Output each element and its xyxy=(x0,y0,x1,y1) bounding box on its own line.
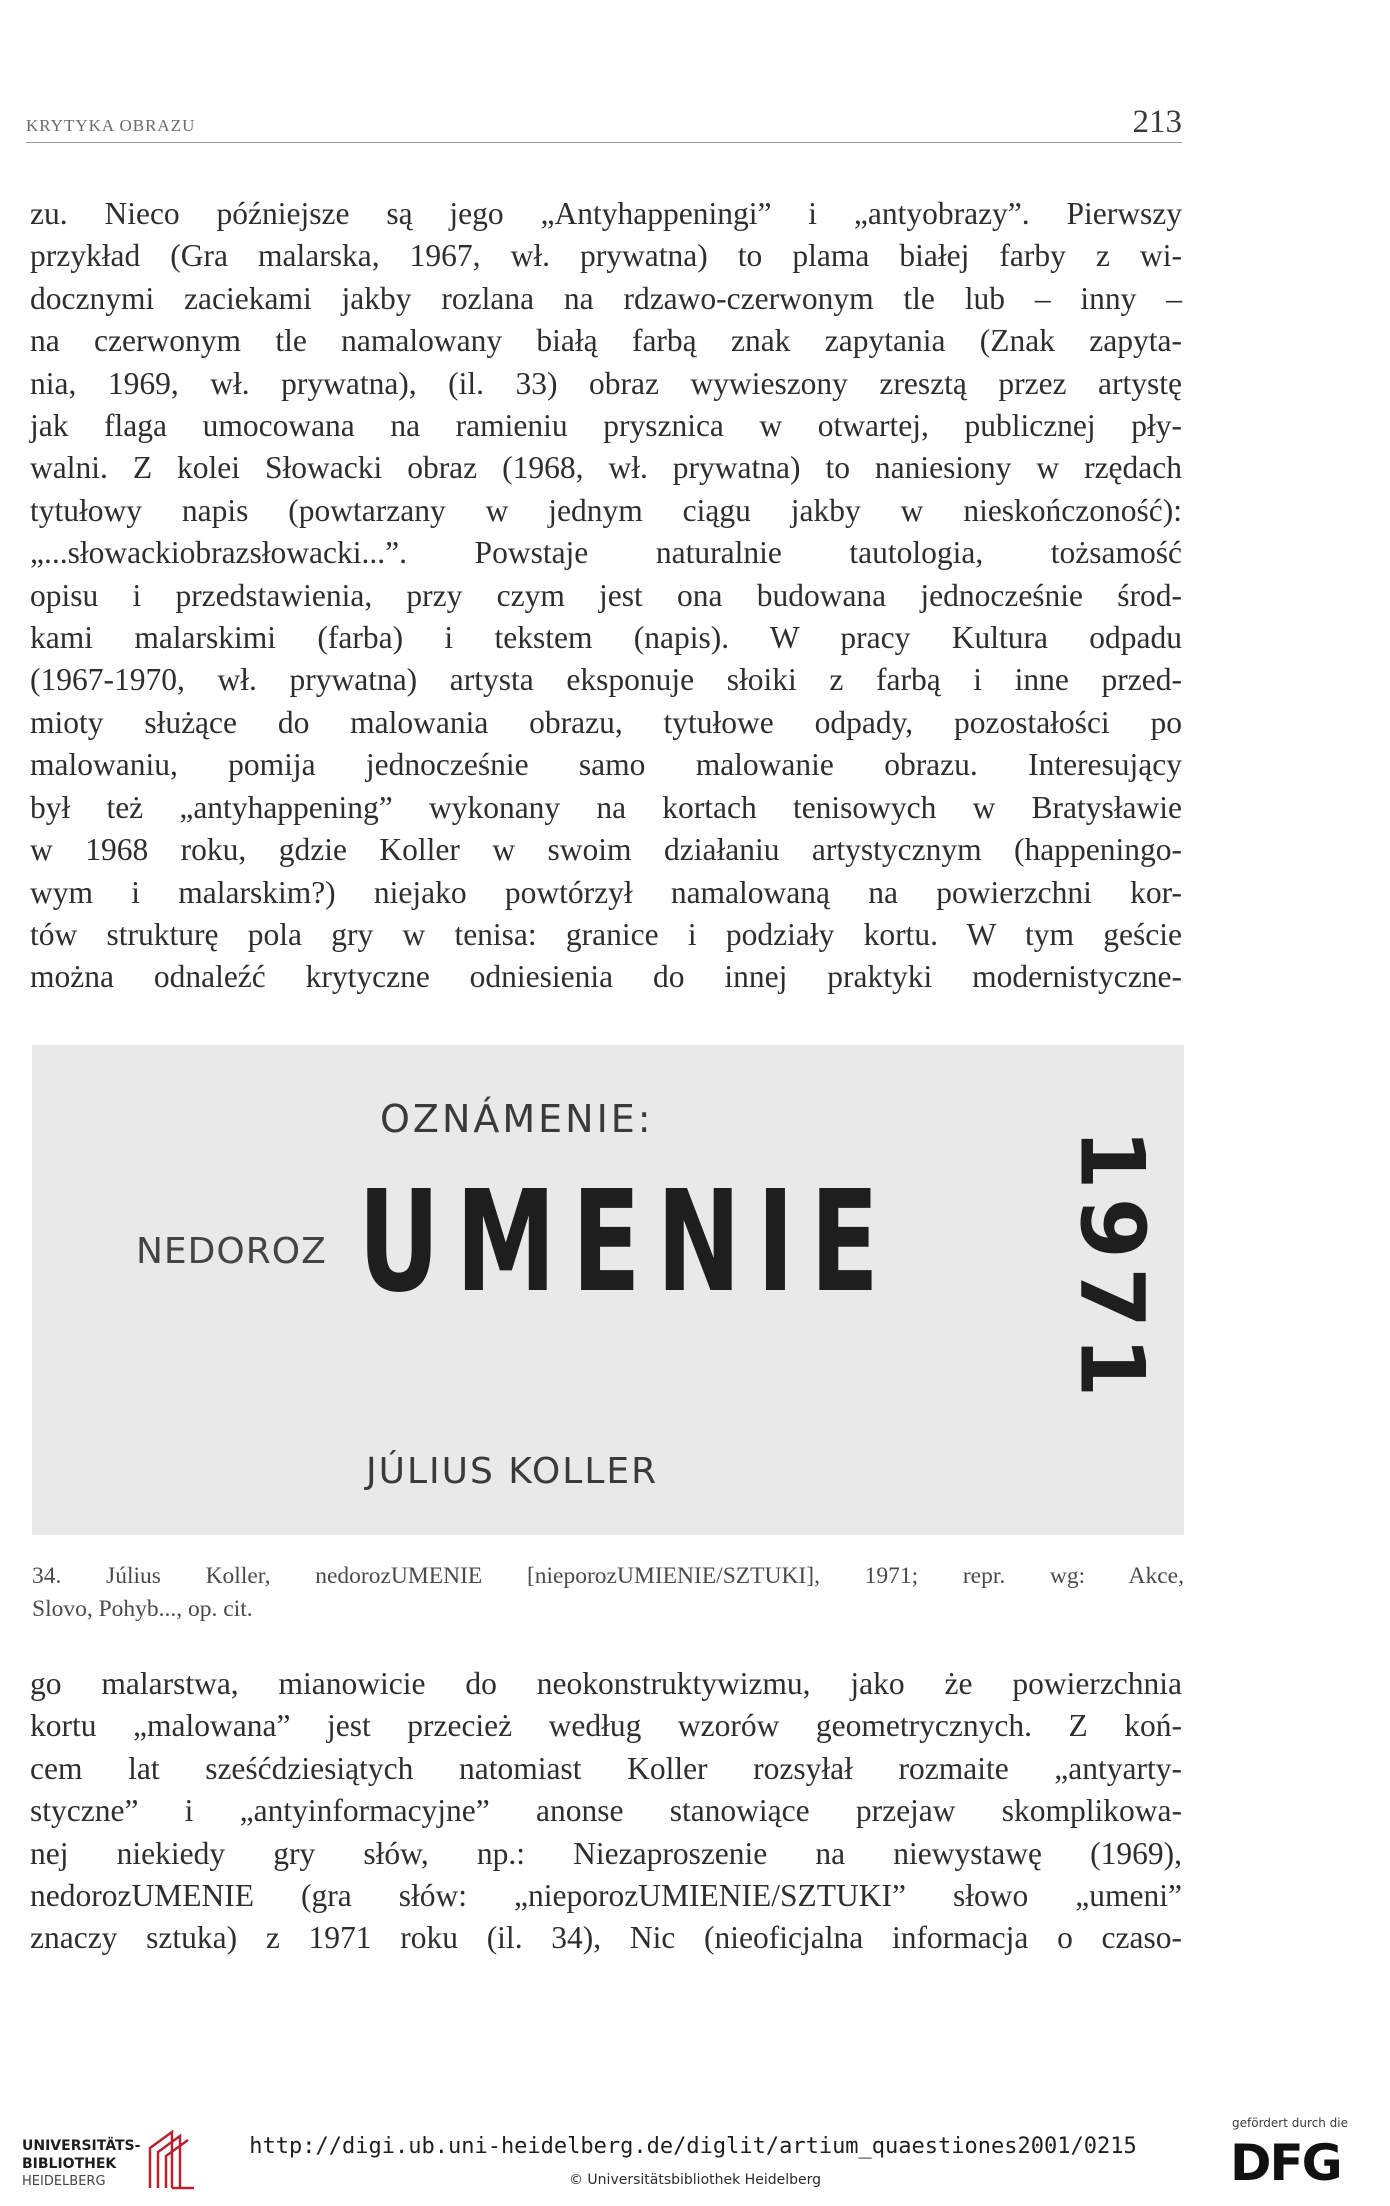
dfg-funding-block[interactable] xyxy=(1224,2116,1374,2200)
figure-main-word: UMENIE xyxy=(358,1161,895,1324)
paragraph-top xyxy=(30,193,1182,999)
text-line: zu. Nieco późniejsze są jego „Antyhappeningi” i „antyobrazy”. Pierwszy xyxy=(30,196,1182,231)
uni-name-line2: BIBLIOTHEK xyxy=(22,2156,117,2172)
uni-name-line1: UNIVERSITÄTS- xyxy=(22,2138,141,2154)
text-line: przykład (Gra malarska, 1967, wł. prywatna) to plama białej farby z wi- xyxy=(30,238,1182,274)
text-line: docznymi zaciekami jakby rozlana na rdzawo-czerwonym tle lub – inny – xyxy=(30,280,1182,316)
caption-line: 34. Július Koller, nedorozUMENIE [nieporozUMIENIE/SZTUKI], 1971; repr. wg: Akce, xyxy=(32,1563,1184,1589)
text-line: nej niekiedy gry słów, np.: Niezaproszenie na niewystawę (1969), xyxy=(30,1835,1182,1871)
uni-name-line3: HEIDELBERG xyxy=(22,2174,106,2189)
figure-caption xyxy=(32,1560,1184,1626)
text-line: tów strukturę pola gry w tenisa: granice i podziały kortu. W tym geście xyxy=(30,916,1182,952)
text-line: go malarstwa, mianowicie do neokonstruktywizmu, jako że powierzchnia xyxy=(30,1666,1182,1701)
funded-by-label: gefördert durch die xyxy=(1232,2116,1348,2130)
text-line: kortu „malowana” jest przecież według wzorów geometrycznych. Z koń- xyxy=(30,1708,1182,1744)
text-line: wym i malarskim?) niejako powtórzył namalowaną na powierzchni kor- xyxy=(30,874,1182,910)
text-line: znaczy sztuka) z 1971 roku (il. 34), Nic (nieoficjalna informacja o czaso- xyxy=(30,1920,1182,1956)
dfg-logo: DFG xyxy=(1230,2134,1341,2192)
text-line: malowaniu, pomija jednocześnie samo malowanie obrazu. Interesujący xyxy=(30,747,1182,783)
figure-author: JÚLIUS KOLLER xyxy=(366,1451,659,1492)
text-line: był też „antyhappening” wykonany na kortach tenisowych w Bratysławie xyxy=(30,789,1182,825)
text-line: na czerwonym tle namalowany białą farbą znak zapytania (Znak zapyta- xyxy=(30,323,1182,359)
figure-prefix: NEDOROZ xyxy=(136,1231,327,1272)
caption-line: Slovo, Pohyb..., op. cit. xyxy=(32,1596,253,1622)
text-line: „...słowackiobrazsłowacki...”. Powstaje naturalnie tautologia, tożsamość xyxy=(30,535,1182,571)
text-line: mioty służące do malowania obrazu, tytułowe odpady, pozostałości po xyxy=(30,704,1182,740)
text-line: cem lat sześćdziesiątych natomiast Koller rozsyłał rozmaite „antyarty- xyxy=(30,1750,1182,1786)
footer xyxy=(0,2112,1390,2206)
text-line: nia, 1969, wł. prywatna), (il. 33) obraz wywieszony zresztą przez artystę xyxy=(30,365,1182,401)
figure-year-box xyxy=(1060,1128,1164,1406)
text-line: opisu i przedstawienia, przy czym jest ona budowana jednocześnie środ- xyxy=(30,577,1182,613)
figure-illustration xyxy=(32,1045,1184,1535)
text-line: jak flaga umocowana na ramieniu prysznica w otwartej, publicznej pły- xyxy=(30,408,1182,444)
text-line: tytułowy napis (powtarzany w jednym ciągu jakby w nieskończoność): xyxy=(30,492,1182,528)
text-line: można odnaleźć krytyczne odniesienia do innej praktyki modernistyczne- xyxy=(30,959,1182,995)
figure-heading: OZNÁMENIE: xyxy=(380,1097,654,1141)
text-line: styczne” i „antyinformacyjne” anonse stanowiące przejaw skomplikowa- xyxy=(30,1793,1182,1829)
copyright-notice: © Universitätsbibliothek Heidelberg xyxy=(568,2172,821,2188)
text-line: kami malarskimi (farba) i tekstem (napis). W pracy Kultura odpadu xyxy=(30,620,1182,656)
text-line: walni. Z kolei Słowacki obraz (1968, wł. prywatna) to naniesiony w rzędach xyxy=(30,450,1182,486)
running-header xyxy=(26,104,1182,143)
text-line: w 1968 roku, gdzie Koller w swoim działaniu artystycznym (happeningo- xyxy=(30,832,1182,868)
text-line: (1967-1970, wł. prywatna) artysta eksponuje słoiki z farbą i inne przed- xyxy=(30,662,1182,698)
text-line: nedorozUMENIE (gra słów: „nieporozUMIENIE/SZTUKI” słowo „umeni” xyxy=(30,1878,1182,1914)
running-title: KRYTYKA OBRAZU xyxy=(26,116,196,135)
page-number: 213 xyxy=(1132,104,1182,140)
figure-year: 1971 xyxy=(1060,1128,1164,1406)
paragraph-bottom xyxy=(30,1663,1182,1960)
digital-library-link[interactable]: http://digi.ub.uni-heidelberg.de/diglit/artium_quaestiones2001/0215 xyxy=(249,2134,1137,2159)
